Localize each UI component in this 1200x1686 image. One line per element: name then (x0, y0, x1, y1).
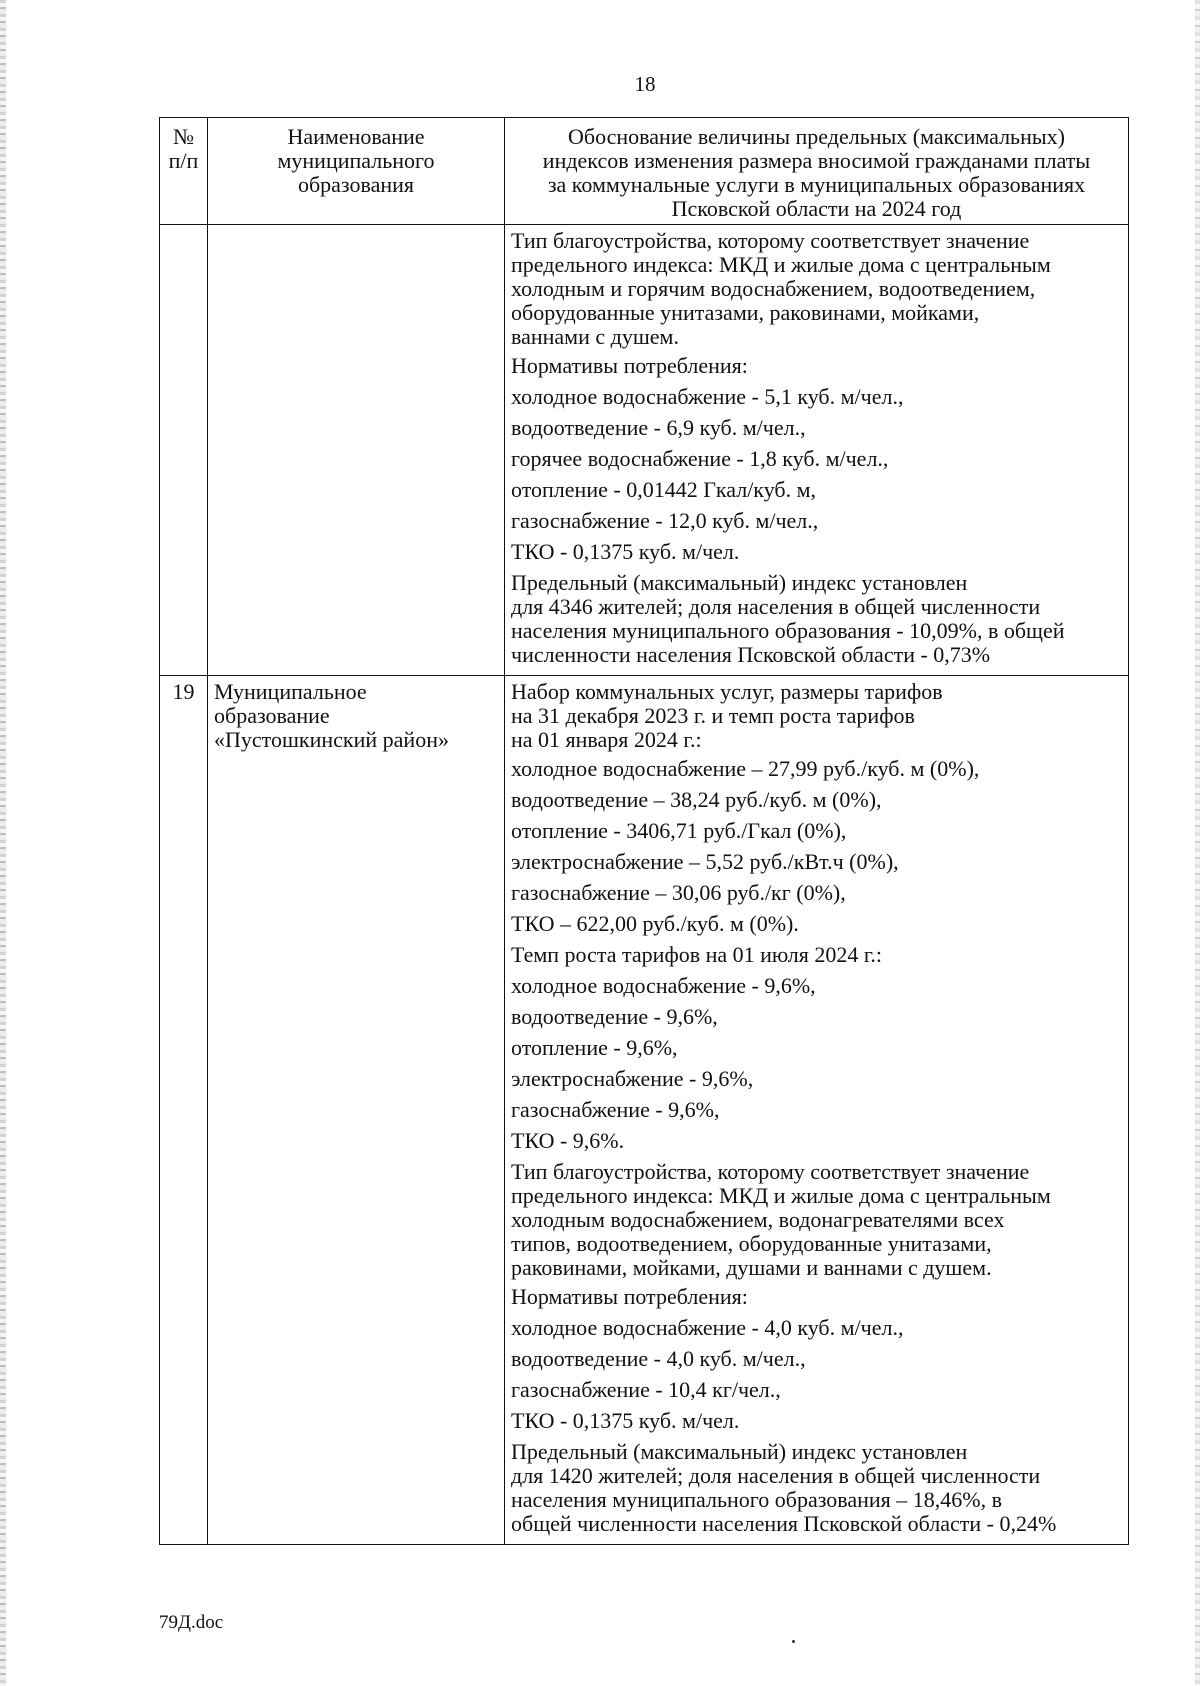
basis-paragraph (511, 1129, 1123, 1153)
basis-paragraph (511, 1316, 1123, 1340)
text-line: ТКО - 0,1375 куб. м/чел. (511, 1408, 740, 1433)
text-line: на 01 января 2024 г.: (511, 727, 702, 752)
text-line: Псковской области на 2024 год (671, 196, 962, 221)
basis-paragraph (511, 1098, 1123, 1122)
header-basis (505, 118, 1129, 225)
text-line: холодное водоснабжение – 27,99 руб./куб. м (0%), (511, 756, 980, 781)
table-row (160, 225, 1129, 676)
text-line: водоотведение – 38,24 руб./куб. м (0%), (511, 787, 882, 812)
text-line: индексов изменения размера вносимой гражданами платы (542, 148, 1091, 173)
text-line: газоснабжение - 12,0 куб. м/чел., (511, 508, 819, 533)
basis-paragraph (511, 447, 1123, 471)
table-row (160, 676, 1129, 1545)
page-number: 18 (634, 72, 656, 96)
basis-paragraph (511, 912, 1123, 936)
text-line: холодное водоснабжение - 4,0 куб. м/чел., (511, 1315, 904, 1340)
basis-paragraph (511, 1067, 1123, 1091)
text-line: общей численности населения Псковской области - 0,24% (511, 1511, 1057, 1536)
row-number (160, 676, 208, 1545)
text-line: холодным водоснабжением, водонагревателями всех (511, 1207, 1005, 1232)
basis-paragraph (511, 757, 1123, 781)
row-basis (505, 225, 1129, 676)
text-line: оборудованные унитазами, раковинами, мойками, (511, 300, 980, 325)
text-line: Набор коммунальных услуг, размеры тарифов (511, 679, 943, 704)
row-basis (505, 676, 1129, 1545)
basis-paragraph (511, 540, 1123, 564)
text-line: водоотведение - 9,6%, (511, 1004, 718, 1029)
basis-paragraph (511, 1347, 1123, 1371)
footer-filename: 79Д.doc (159, 1612, 224, 1633)
text-line: отопление - 0,01442 Гкал/куб. м, (511, 477, 817, 502)
scan-speck (792, 1640, 795, 1643)
row-municipality (208, 225, 505, 676)
text-line: электроснабжение - 9,6%, (511, 1066, 754, 1091)
text-line: для 1420 жителей; доля населения в общей численности (511, 1463, 1041, 1488)
text-line: отопление - 9,6%, (511, 1035, 678, 1060)
basis-paragraph (511, 416, 1123, 440)
tariff-table (159, 117, 1129, 1545)
basis-paragraph (511, 881, 1123, 905)
text-line: раковинами, мойками, душами и ваннами с душем. (511, 1255, 992, 1280)
text-line: п/п (168, 148, 199, 173)
basis-paragraph (511, 1005, 1123, 1029)
text-line: численности населения Псковской области - 0,73% (511, 642, 991, 667)
scan-edge-right (1195, 0, 1200, 1686)
header-name (208, 118, 505, 225)
text-line: Предельный (максимальный) индекс установлен (511, 570, 968, 595)
text-line: электроснабжение – 5,52 руб./кВт.ч (0%), (511, 849, 899, 874)
header-num (160, 118, 208, 225)
basis-paragraph (511, 680, 1123, 752)
text-line: за коммунальные услуги в муниципальных образованиях (547, 172, 1086, 197)
text-line: населения муниципального образования - 10,09%, в общей (511, 618, 1065, 643)
basis-paragraph (511, 943, 1123, 967)
text-line: на 31 декабря 2023 г. и темп роста тарифов (511, 703, 915, 728)
text-line: газоснабжение – 30,06 руб./кг (0%), (511, 880, 846, 905)
text-line: холодное водоснабжение - 9,6%, (511, 973, 816, 998)
text-line: предельного индекса: МКД и жилые дома с центральным (511, 252, 1051, 277)
text-line: водоотведение - 4,0 куб. м/чел., (511, 1346, 806, 1371)
text-line: «Пустошкинский район» (214, 727, 449, 752)
text-line: типов, водоотведением, оборудованные унитазами, (511, 1231, 992, 1256)
row-number (160, 225, 208, 676)
text-line: отопление - 3406,71 руб./Гкал (0%), (511, 818, 847, 843)
text-line: предельного индекса: МКД и жилые дома с центральным (511, 1183, 1051, 1208)
table-header-row (160, 118, 1129, 225)
text-line: Предельный (максимальный) индекс установлен (511, 1439, 968, 1464)
text-line: ТКО – 622,00 руб./куб. м (0%). (511, 911, 799, 936)
text-line: населения муниципального образования – 18,46%, в (511, 1487, 1003, 1512)
text-line: Муниципальное (214, 679, 367, 704)
text-line: Тип благоустройства, которому соответствует значение (511, 1159, 1030, 1184)
basis-paragraph (511, 1285, 1123, 1309)
text-line: 19 (172, 679, 195, 704)
basis-paragraph (511, 850, 1123, 874)
text-line: газоснабжение - 10,4 кг/чел., (511, 1377, 781, 1402)
text-line: Темп роста тарифов на 01 июля 2024 г.: (511, 942, 883, 967)
text-line: Наименование (287, 124, 425, 149)
text-line: для 4346 жителей; доля населения в общей численности (511, 594, 1041, 619)
basis-paragraph (511, 1409, 1123, 1433)
text-line: горячее водоснабжение - 1,8 куб. м/чел., (511, 446, 889, 471)
text-line: водоотведение - 6,9 куб. м/чел., (511, 415, 806, 440)
text-line: холодным и горячим водоснабжением, водоотведением, (511, 276, 1036, 301)
text-line: муниципального (277, 148, 435, 173)
basis-paragraph (511, 354, 1123, 378)
text-line: ТКО - 9,6%. (511, 1128, 625, 1153)
text-line: Обоснование величины предельных (максимальных) (568, 124, 1065, 149)
text-line: холодное водоснабжение - 5,1 куб. м/чел., (511, 384, 904, 409)
basis-paragraph (511, 385, 1123, 409)
text-line: образование (214, 703, 330, 728)
text-line: Тип благоустройства, которому соответствует значение (511, 228, 1030, 253)
basis-paragraph (511, 1160, 1123, 1280)
basis-paragraph (511, 1378, 1123, 1402)
text-line: образования (297, 172, 415, 197)
basis-paragraph (511, 509, 1123, 533)
basis-paragraph (511, 478, 1123, 502)
row-municipality (208, 676, 505, 1545)
basis-paragraph (511, 974, 1123, 998)
basis-paragraph (511, 788, 1123, 812)
basis-paragraph (511, 1440, 1123, 1536)
text-line: ТКО - 0,1375 куб. м/чел. (511, 539, 740, 564)
text-line: ваннами с душем. (511, 324, 679, 349)
text-line: Нормативы потребления: (511, 353, 748, 378)
text-line: Нормативы потребления: (511, 1284, 748, 1309)
basis-paragraph (511, 571, 1123, 667)
basis-paragraph (511, 1036, 1123, 1060)
text-line: газоснабжение - 9,6%, (511, 1097, 720, 1122)
scan-edge-left (0, 0, 6, 1686)
text-line: № (173, 124, 194, 149)
basis-paragraph (511, 819, 1123, 843)
basis-paragraph (511, 229, 1123, 349)
